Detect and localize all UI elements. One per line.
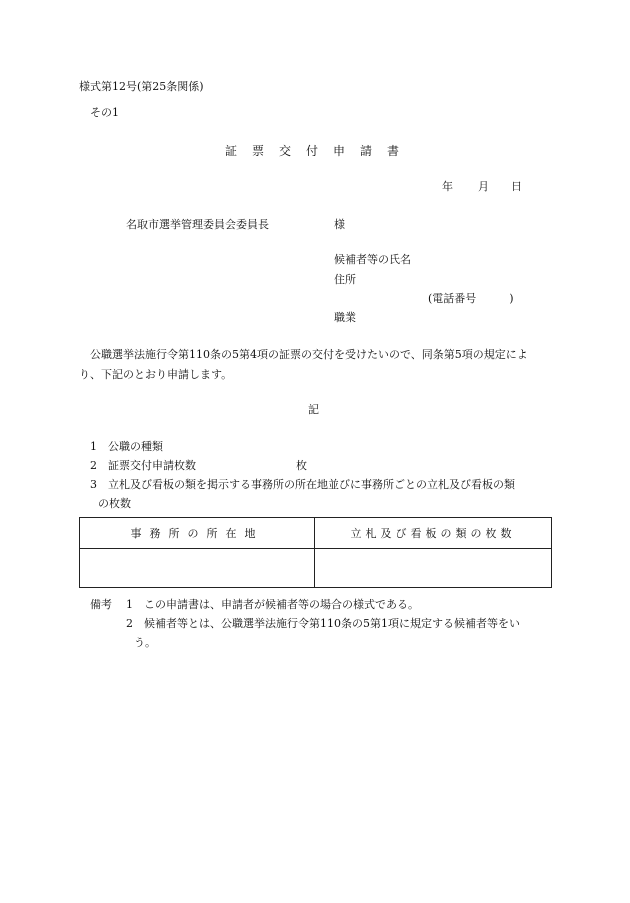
remark-number: 2 <box>126 617 133 630</box>
office-table <box>79 517 552 588</box>
item-number: 1 <box>90 440 97 453</box>
date-day: 日 <box>511 180 522 193</box>
cell-sign-count[interactable] <box>315 549 552 588</box>
remarks-label: 備考 <box>90 598 112 611</box>
applicant-name-label: 候補者等の氏名 <box>334 253 411 266</box>
applicant-address-label: 住所 <box>334 273 356 286</box>
header-sign-count: 立札及び看板の類の枚数 <box>315 518 552 549</box>
item-text-continued: の枚数 <box>98 497 131 510</box>
applicant-occupation-label: 職業 <box>334 311 356 324</box>
header-office-location: 事務所の所在地 <box>80 518 315 549</box>
item-text: 公職の種類 <box>108 440 163 453</box>
date-month: 月 <box>478 180 489 193</box>
document-title: 証票交付申請書 <box>225 144 415 158</box>
remark-text: この申請書は、申請者が候補者等の場合の様式である。 <box>144 598 419 611</box>
remark-number: 1 <box>126 598 133 611</box>
table-row <box>80 549 552 588</box>
part-label: その1 <box>90 106 119 119</box>
cell-office-location[interactable] <box>80 549 315 588</box>
applicant-phone-label: (電話番号 ) <box>428 292 514 305</box>
item-number: 3 <box>90 478 97 491</box>
table-header-row <box>80 518 552 549</box>
form-number: 様式第12号(第25条関係) <box>79 80 204 93</box>
addressee: 名取市選挙管理委員会委員長 <box>126 218 269 231</box>
ki-heading: 記 <box>308 403 319 416</box>
item-text: 証票交付申請枚数 <box>108 459 196 472</box>
date-year: 年 <box>442 180 453 193</box>
honorific: 様 <box>334 218 345 231</box>
body-text-line2: り、下記のとおり申請します。 <box>79 368 233 381</box>
remark-text: 候補者等とは、公職選挙法施行令第110条の5第1項に規定する候補者等をい <box>144 617 520 630</box>
item-number: 2 <box>90 459 97 472</box>
item-suffix: 枚 <box>296 459 307 472</box>
body-text-line1: 公職選挙法施行令第110条の5第4項の証票の交付を受けたいので、同条第5項の規定によ <box>90 348 528 361</box>
item-text: 立札及び看板の類を掲示する事務所の所在地並びに事務所ごとの立札及び看板の類 <box>108 478 515 491</box>
remark-text-continued: う。 <box>134 636 156 649</box>
